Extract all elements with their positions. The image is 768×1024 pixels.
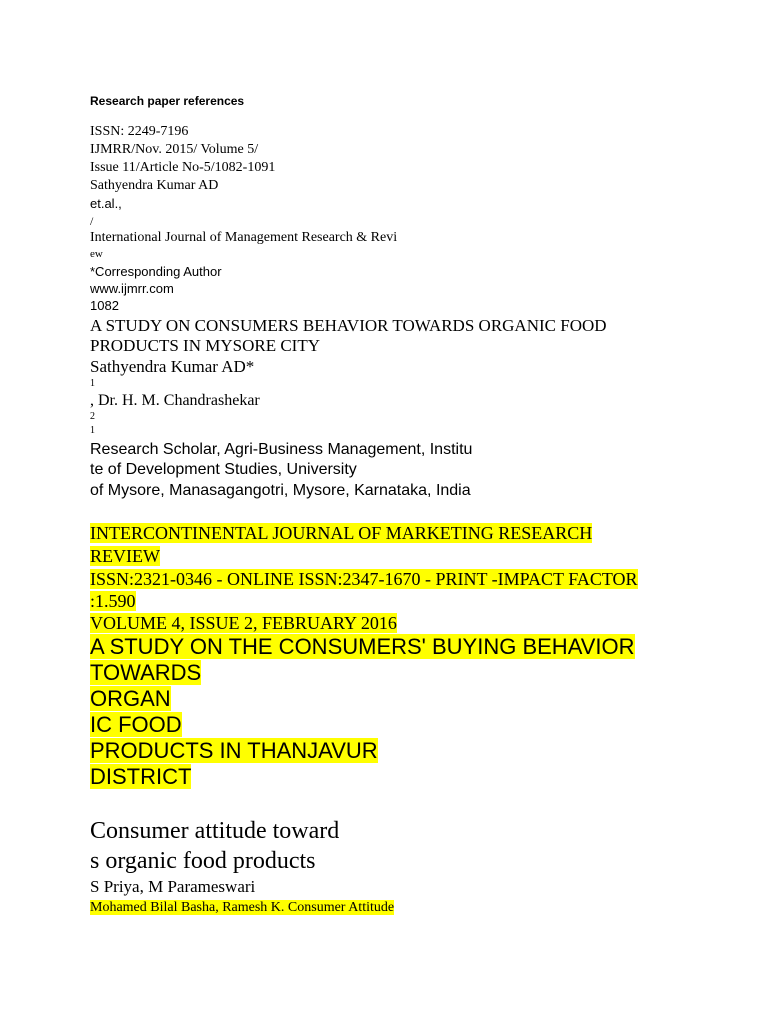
ref1-sup2: 2: [90, 411, 95, 422]
ref1-affiliation-line2: te of Development Studies, University: [90, 461, 357, 478]
ref3-authors: S Priya, M Parameswari: [90, 877, 256, 896]
page-title: Research paper references: [90, 94, 245, 108]
ref1-issn: ISSN: 2249-7196: [90, 124, 189, 139]
ref1-affiliation-line3: of Mysore, Manasagangotri, Mysore, Karnataka, India: [90, 482, 471, 499]
ref1-sup3: 1: [90, 425, 95, 436]
ref2-journal-line2: REVIEW: [90, 546, 160, 566]
ref1-affiliation-line1: Research Scholar, Agri-Business Management, Institu: [90, 441, 473, 458]
ref2-title-line1: A STUDY ON THE CONSUMERS' BUYING BEHAVIOR: [90, 634, 635, 659]
ref2-title-line6: DISTRICT: [90, 764, 192, 789]
ref1-et-al: et.al.,: [90, 196, 122, 211]
ref1-website: www.ijmrr.com: [90, 281, 174, 296]
ref1-slash: /: [90, 214, 94, 228]
ref1-journal-name: International Journal of Management Research & Revi: [90, 230, 398, 245]
ref3-title-line2: s organic food products: [90, 848, 316, 874]
ref1-sup1: 1: [90, 378, 95, 389]
ref2-issn-line2: :1.590: [90, 591, 136, 611]
ref2-title-line3: ORGAN: [90, 686, 171, 711]
ref2-journal-line1: INTERCONTINENTAL JOURNAL OF MARKETING RESEARCH: [90, 523, 593, 543]
ref2-issn-line1: ISSN:2321-0346 - ONLINE ISSN:2347-1670 - PRINT -IMPACT FACTOR: [90, 569, 638, 589]
ref1-journal-code: IJMRR/Nov. 2015/ Volume 5/: [90, 142, 259, 157]
ref1-author2: , Dr. H. M. Chandrashekar: [90, 392, 260, 409]
ref1-author-short: Sathyendra Kumar AD: [90, 178, 219, 193]
ref1-title-line1: A STUDY ON CONSUMERS BEHAVIOR TOWARDS ORGANIC FOOD: [90, 316, 607, 335]
ref1-issue: Issue 11/Article No-5/1082-1091: [90, 160, 276, 175]
ref3-title-line1: Consumer attitude toward: [90, 818, 340, 844]
ref2-title-line5: PRODUCTS IN THANJAVUR: [90, 738, 378, 763]
ref1-page-number: 1082: [90, 298, 119, 313]
ref2-title-line4: IC FOOD: [90, 712, 182, 737]
ref3-citation: Mohamed Bilal Basha, Ramesh K. Consumer Attitude: [90, 900, 395, 915]
ref2-title-line2: TOWARDS: [90, 660, 202, 685]
ref1-author1: Sathyendra Kumar AD*: [90, 357, 255, 376]
ref1-title-line2: PRODUCTS IN MYSORE CITY: [90, 336, 320, 355]
ref2-volume: VOLUME 4, ISSUE 2, FEBRUARY 2016: [90, 613, 397, 633]
ref1-journal-name-cont: ew: [90, 248, 103, 260]
ref1-corresponding-author: *Corresponding Author: [90, 264, 222, 279]
